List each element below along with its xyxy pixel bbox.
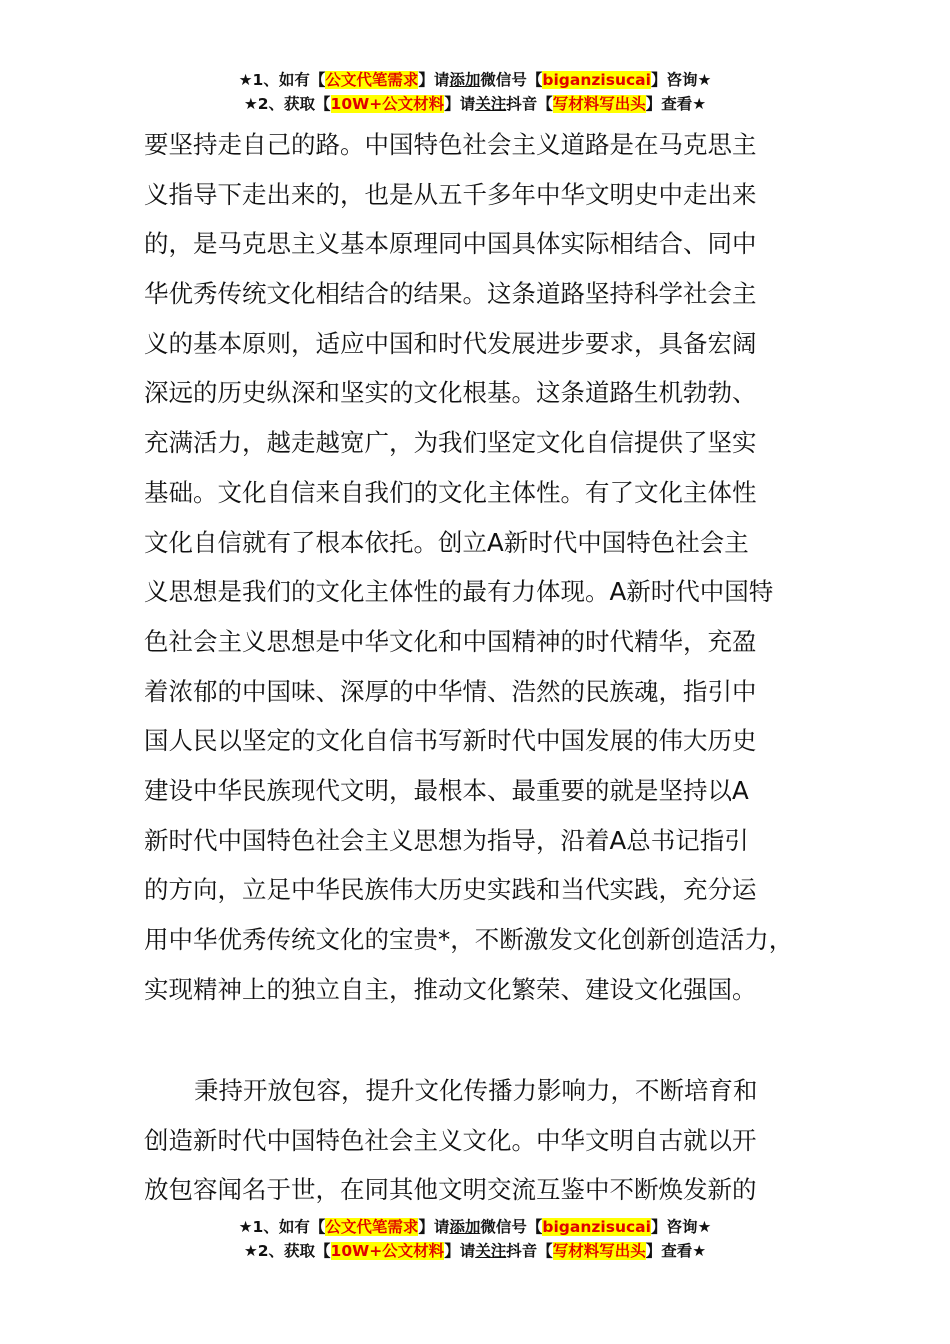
- underlined-add: 添加: [449, 1218, 481, 1236]
- banner-line-1: [0, 68, 950, 92]
- underlined-add: 添加: [449, 71, 481, 89]
- text-line: 义思想是我们的文化主体性的最有力体现。A新时代中国特: [144, 577, 774, 607]
- paragraph-2: [144, 1066, 834, 1215]
- text-line: 义指导下走出来的，也是从五千多年中华文明史中走出来: [144, 179, 757, 209]
- text-line: 创造新时代中国特色社会主义文化。中华文明自古就以开: [144, 1125, 757, 1155]
- banner-text: ★2、获取【: [243, 1242, 331, 1260]
- highlight-materials: 10W+公文材料: [330, 95, 445, 113]
- text-line: 基础。文化自信来自我们的文化主体性。有了文化主体性: [144, 477, 757, 507]
- text-line: 色社会主义思想是中华文化和中国精神的时代精华，充盈: [144, 626, 757, 656]
- banner-line-2: [0, 92, 950, 116]
- text-line: 的，是马克思主义基本原理同中国具体实际相结合、同中: [144, 229, 757, 259]
- highlight-douyin-id: 写材料写出头: [552, 1242, 646, 1260]
- underlined-follow: 关注: [475, 1242, 507, 1260]
- banner-text: 】请: [444, 95, 476, 113]
- header-banner: [0, 68, 950, 116]
- banner-text: 微信号【: [480, 71, 543, 89]
- text-line: 充满活力，越走越宽广，为我们坚定文化自信提供了坚实: [144, 428, 757, 458]
- text-line: 文化自信就有了根本依托。创立A新时代中国特色社会主: [144, 527, 749, 557]
- highlight-ghostwriting: 公文代笔需求: [325, 1218, 419, 1236]
- text-line: 着浓郁的中国味、深厚的中华情、浩然的民族魂，指引中: [144, 676, 757, 706]
- banner-text: 】咨询★: [650, 71, 712, 89]
- banner-text: 抖音【: [506, 95, 553, 113]
- banner-line-1: [0, 1215, 950, 1239]
- text-line: 秉持开放包容，提升文化传播力影响力，不断培育和: [194, 1076, 758, 1105]
- banner-text: 】请: [418, 1218, 450, 1236]
- banner-line-2: [0, 1239, 950, 1263]
- banner-text: ★1、如有【: [238, 1218, 326, 1236]
- highlight-wechat-id: biganzisucai: [542, 1218, 651, 1236]
- banner-text: 】请: [418, 71, 450, 89]
- footer-banner: [0, 1215, 950, 1263]
- text-line: 要坚持走自己的路。中国特色社会主义道路是在马克思主: [144, 130, 757, 159]
- underlined-follow: 关注: [475, 95, 507, 113]
- text-line: 义的基本原则，适应中国和时代发展进步要求，具备宏阔: [144, 328, 757, 358]
- banner-text: 抖音【: [506, 1242, 553, 1260]
- text-line: 深远的历史纵深和坚实的文化根基。这条道路生机勃勃、: [144, 378, 757, 408]
- highlight-materials: 10W+公文材料: [330, 1242, 445, 1260]
- banner-text: 】查看★: [645, 1242, 707, 1260]
- text-line: 新时代中国特色社会主义思想为指导，沿着A总书记指引: [144, 825, 749, 855]
- text-line: 放包容闻名于世，在同其他文明交流互鉴中不断焕发新的: [144, 1175, 757, 1205]
- banner-text: 微信号【: [480, 1218, 543, 1236]
- text-line: 的方向，立足中华民族伟大历史实践和当代实践，充分运: [144, 875, 757, 905]
- banner-text: 】请: [444, 1242, 476, 1260]
- text-line: 华优秀传统文化相结合的结果。这条道路坚持科学社会主: [144, 279, 757, 309]
- banner-text: 】查看★: [645, 95, 707, 113]
- banner-text: ★2、获取【: [243, 95, 331, 113]
- highlight-douyin-id: 写材料写出头: [552, 95, 646, 113]
- paragraph-1: [144, 120, 834, 1014]
- text-line: 实现精神上的独立自主，推动文化繁荣、建设文化强国。: [144, 974, 757, 1004]
- highlight-wechat-id: biganzisucai: [542, 71, 651, 89]
- text-line: 用中华优秀传统文化的宝贵*，不断激发文化创新创造活力，: [144, 925, 794, 954]
- banner-text: ★1、如有【: [238, 71, 326, 89]
- text-line: 国人民以坚定的文化自信书写新时代中国发展的伟大历史: [144, 726, 757, 756]
- banner-text: 】咨询★: [650, 1218, 712, 1236]
- highlight-ghostwriting: 公文代笔需求: [325, 71, 419, 89]
- text-line: 建设中华民族现代文明，最根本、最重要的就是坚持以A: [144, 775, 749, 805]
